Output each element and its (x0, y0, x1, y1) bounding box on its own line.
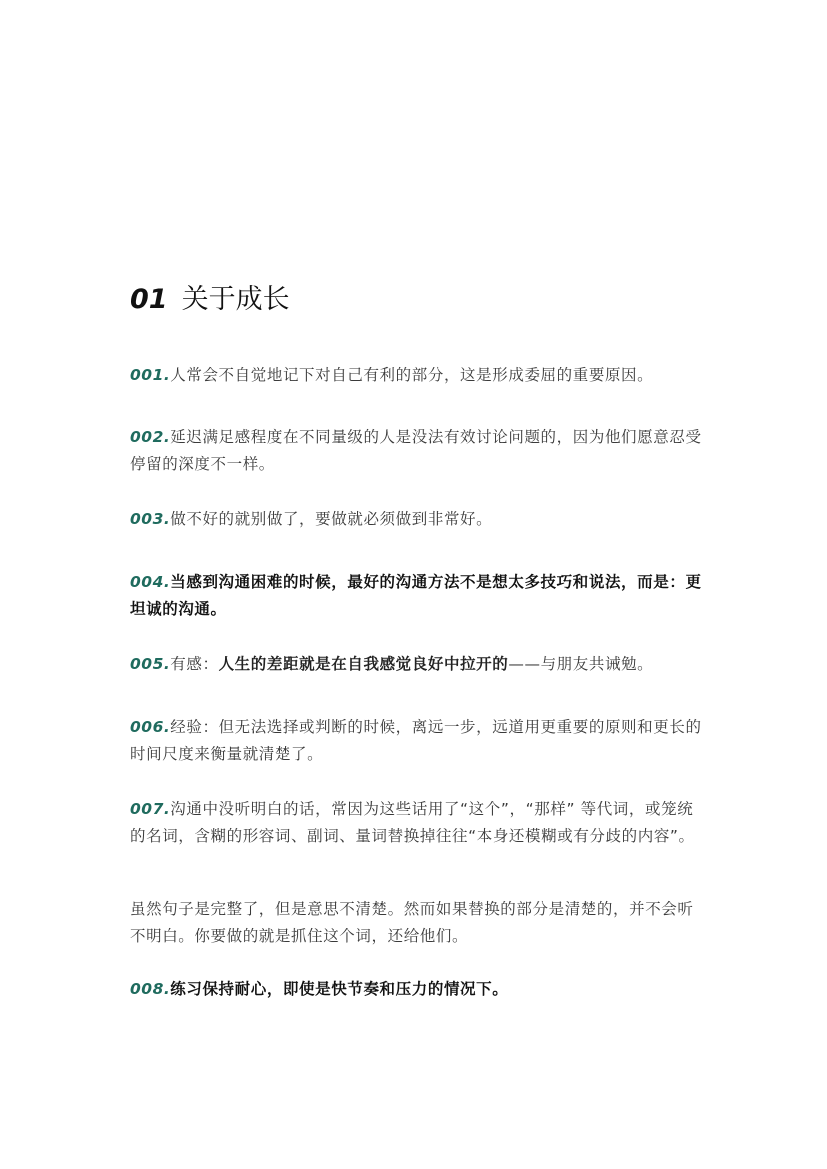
entry-text: 做不好的就别做了，要做就必须做到非常好。 (170, 510, 493, 528)
entry-text: 虽然句子是完整了，但是意思不清楚。然而如果替换的部分是清楚的，并不会听不明白。你要做的就是抓住这个词，还给他们。 (130, 900, 694, 945)
entry-006 (130, 714, 705, 768)
chapter-heading (130, 280, 290, 320)
entry-number: 003. (130, 510, 171, 528)
entry-number: 005. (130, 655, 171, 673)
entry-prefix: 有感： (170, 655, 219, 673)
entry-text: 经验：但无法选择或判断的时候，离远一步，远道用更重要的原则和更长的时间尺度来衡量就清楚了。 (130, 718, 702, 763)
entry-002 (130, 424, 705, 478)
entry-007 (130, 796, 705, 850)
entry-number: 007. (130, 800, 171, 818)
entry-001 (130, 362, 705, 389)
entry-text: 延迟满足感程度在不同量级的人是没法有效讨论问题的，因为他们愿意忍受停留的深度不一样。 (130, 428, 702, 473)
chapter-title: 关于成长 (181, 284, 290, 315)
chapter-number: 01 (130, 284, 168, 315)
entry-text: 练习保持耐心，即使是快节奏和压力的情况下。 (170, 980, 509, 998)
entry-number: 006. (130, 718, 171, 736)
entry-number: 008. (130, 980, 171, 998)
entry-suffix: ——与朋友共诫勉。 (508, 655, 654, 673)
entry-number: 002. (130, 428, 171, 446)
entry-008 (130, 976, 705, 1003)
entry-005 (130, 651, 705, 678)
entry-number: 001. (130, 366, 171, 384)
entry-004 (130, 569, 705, 623)
entry-007-continued (130, 896, 705, 950)
entry-text: 当感到沟通困难的时候，最好的沟通方法不是想太多技巧和说法，而是：更坦诚的沟通。 (130, 573, 702, 618)
entry-number: 004. (130, 573, 171, 591)
entry-text: 人常会不自觉地记下对自己有利的部分，这是形成委屈的重要原因。 (170, 366, 654, 384)
entry-emphasis: 人生的差距就是在自我感觉良好中拉开的 (218, 655, 509, 673)
entry-003 (130, 506, 705, 533)
entry-text: 沟通中没听明白的话，常因为这些话用了“这个”，“那样” 等代词，或笼统的名词，含糊的形容词、副词、量词替换掉往往“本身还模糊或有分歧的内容”。 (130, 800, 695, 845)
